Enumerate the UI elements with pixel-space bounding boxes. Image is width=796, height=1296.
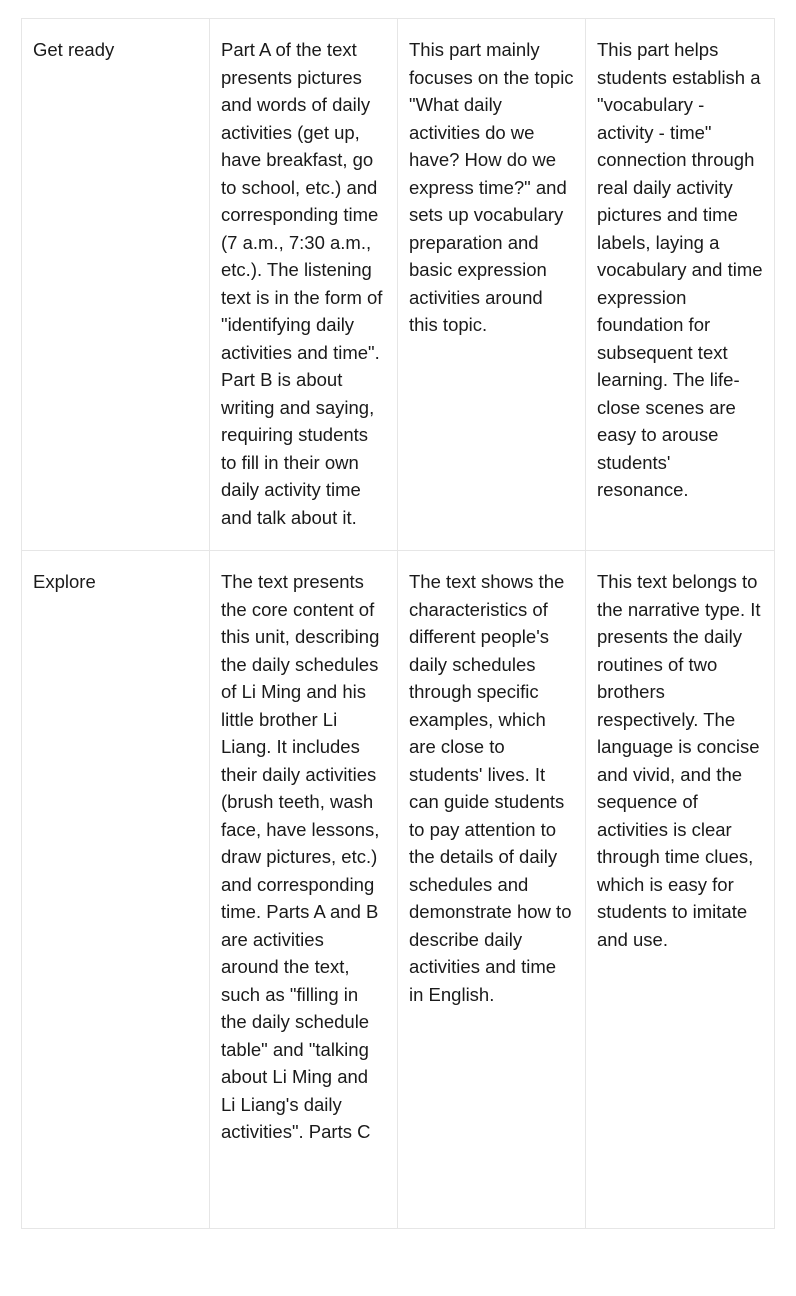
analysis-cell: This text belongs to the narrative type. It presents the daily routines of two brothers respectively. The language is concise and vivid, and the sequence of activities is clear through time clues, which is easy for students to imitate and use.	[586, 551, 775, 1229]
analysis-table	[21, 18, 775, 1229]
analysis-cell: This part helps students establish a "vocabulary - activity - time" connection through real daily activity pictures and time labels, laying a vocabulary and time expression foundation for subsequent text learning. The life-close scenes are easy to arouse students' resonance.	[586, 19, 775, 551]
table-row	[22, 19, 775, 551]
table-row	[22, 551, 775, 1229]
content-cell: Part A of the text presents pictures and words of daily activities (get up, have breakfast, go to school, etc.) and corresponding time (7 a.m., 7:30 a.m., etc.). The listening text is in the form of "identifying daily activities and time". Part B is about writing and saying, requiring students to fill in their own daily activity time and talk about it.	[210, 19, 398, 551]
content-cell: The text presents the core content of this unit, describing the daily schedules of Li Ming and his little brother Li Liang. It includes their daily activities (brush teeth, wash face, have lessons, draw pictures, etc.) and corresponding time. Parts A and B are activities around the text, such as "filling in the daily schedule table" and "talking about Li Ming and Li Liang's daily activities". Parts C	[210, 551, 398, 1229]
focus-cell: The text shows the characteristics of different people's daily schedules through specific examples, which are close to students' lives. It can guide students to pay attention to the details of daily schedules and demonstrate how to describe daily activities and time in English.	[398, 551, 586, 1229]
section-cell: Explore	[22, 551, 210, 1229]
focus-cell: This part mainly focuses on the topic "What daily activities do we have? How do we express time?" and sets up vocabulary preparation and basic expression activities around this topic.	[398, 19, 586, 551]
section-cell: Get ready	[22, 19, 210, 551]
